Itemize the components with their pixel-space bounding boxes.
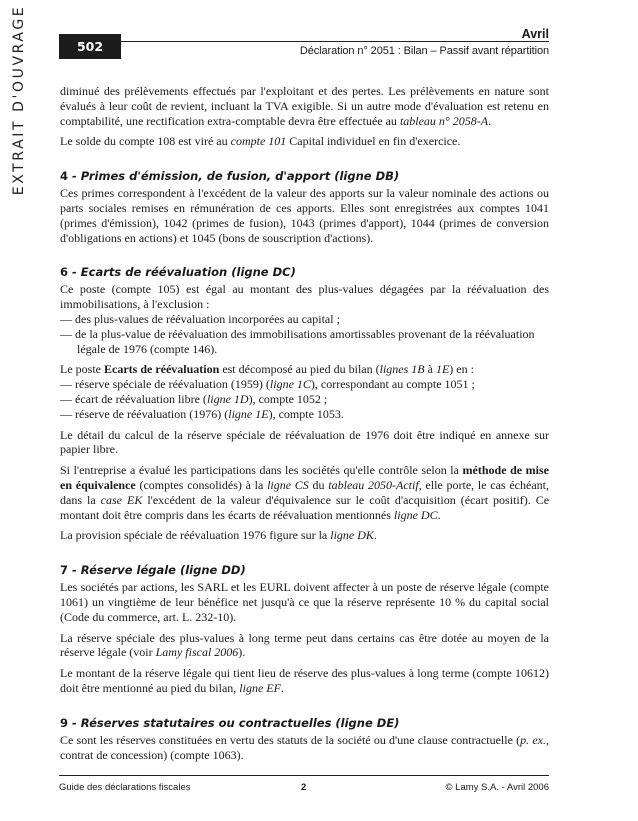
section-6-paragraph-2: Le poste Ecarts de réévaluation est décomposé au pied du bilan (lignes 1B à 1E) en : — réserve spéciale de réévaluation (1959) (ligne 1C), correspondant au compte 1051 ; — écart de réévaluation libre (ligne 1D), compte 1052 ; — réserve de réévaluation (1976) (ligne 1E), compte 1053. xyxy=(60,362,549,421)
intro-paragraph-1: diminué des prélèvements effectués par l'exploitant et des pertes. Les prélèvements en nature sont évalués à leur coût de revient, incluant la TVA exigible. Si un autre mode d'évaluation est retenu en comptabilité, une rectification extra-comptable devra être effectuée au tableau n° 2058-A. xyxy=(60,84,549,128)
section-6-paragraph-4: Si l'entreprise a évalué les participations dans les sociétés qu'elle contrôle selon la méthode de mise en équivalence (comptes consolidés) à la ligne CS du tableau 2050-Actif, elle porte, le cas échéant, dans la case EK l'excédent de la valeur d'équivalence sur le coût d'acquisition (écart positif). Ce montant doit être compris dans les écarts de réévaluation mentionnés ligne DC. xyxy=(60,463,550,522)
section-9-heading: 9 - Réserves statutaires ou contractuelles (ligne DE) xyxy=(60,715,400,730)
section-7-paragraph-3: Le montant de la réserve légale qui tient lieu de réserve des plus-values à long terme (compte 10612) doit être mentionné au pied du bilan, ligne EF. xyxy=(60,666,549,695)
exclusion-item-2-cont: légale de 1976 (compte 146). xyxy=(77,341,218,356)
page-number-badge xyxy=(59,34,121,59)
section-4-heading: 4 - Primes d'émission, de fusion, d'apport (ligne DB) xyxy=(60,169,400,184)
section-7-paragraph-1: Les sociétés par actions, les SARL et les EURL doivent affecter à un poste de réserve légale (compte 1061) un vingtième de leur bénéfice net jusqu'à ce que la réserve représente 10 % du capital social (Code du commerce, art. L. 232-10). xyxy=(60,580,549,624)
section-6-paragraph-1: Ce poste (compte 105) est égal au montant des plus-values dégagées par la réévaluation des immobilisations, à l'exclusion : — des plus-values de réévaluation incorporées au capital ; — de la plus-value de réévaluation des immobilisations amortissables provenant de la réévaluation légale de 1976 (compte 146). xyxy=(60,282,549,356)
section-6-paragraph-5: La provision spéciale de réévaluation 1976 figure sur la ligne DK. xyxy=(60,528,377,543)
section-6-paragraph-3: Le détail du calcul de la réserve spéciale de réévaluation de 1976 doit être indiqué en annexe sur papier libre. xyxy=(60,427,549,457)
footer-page-number: 2 xyxy=(301,782,307,793)
header-subtitle: Déclaration n° 2051 : Bilan – Passif avant répartition xyxy=(299,45,549,57)
ref-compte-101: compte 101 xyxy=(230,134,287,149)
footer-copyright: © Lamy S.A. - Avril 2006 xyxy=(445,782,549,793)
breakdown-item-1: — réserve spéciale de réévaluation (1959) (ligne 1C), correspondant au compte 1051 ; xyxy=(60,377,475,392)
section-9-paragraph-1: Ce sont les réserves constituées en vertu des statuts de la société ou d'une clause contractuelle (p. ex., contrat de concession) (compte 1063). xyxy=(60,732,549,762)
footer-guide-title: Guide des déclarations fiscales xyxy=(59,782,191,793)
section-7-heading: 7 - Réserve légale (ligne DD) xyxy=(60,563,246,578)
section-7-paragraph-2: La réserve spéciale des plus-values à long terme peut dans certains cas être dotée au moyen de la réserve légale (voir Lamy fiscal 2006). xyxy=(60,630,549,660)
exclusion-item-1: — des plus-values de réévaluation incorporées au capital ; xyxy=(60,311,340,326)
section-6-heading: 6 - Ecarts de réévaluation (ligne DC) xyxy=(60,265,296,280)
side-label xyxy=(4,0,34,200)
exclusion-item-2: — de la plus-value de réévaluation des immobilisations amortissables provenant de la réévaluation xyxy=(60,326,535,341)
section-4-paragraph: Ces primes correspondent à l'excédent de la valeur des apports sur la valeur nominale des actions ou parts sociales remises en rémunération de ces apports. Elles sont enregistrées aux comptes 1041 (primes d'émission), 1042 (primes de fusion), 1043 (primes d'apport), 1044 (primes de conversion d'obligations en actions) et 1045 (bons de souscription d'actions). xyxy=(60,186,549,245)
breakdown-item-3: — réserve de réévaluation (1976) (ligne 1E), compte 1053. xyxy=(60,406,344,421)
document-body xyxy=(60,84,549,768)
intro-paragraph-2: Le solde du compte 108 est viré au compte 101 Capital individuel en fin d'exercice. xyxy=(60,134,461,149)
page-number: 502 xyxy=(76,39,104,54)
header-month: Avril xyxy=(521,27,549,41)
breakdown-item-2: — écart de réévaluation libre (ligne 1D), compte 1052 ; xyxy=(60,391,328,406)
ref-tableau-2058a: tableau n° 2058-A xyxy=(399,113,489,128)
side-label-text: EXTRAIT D'OUVRAGE xyxy=(11,4,27,196)
header-rule xyxy=(121,41,549,42)
footer-rule xyxy=(59,775,549,776)
